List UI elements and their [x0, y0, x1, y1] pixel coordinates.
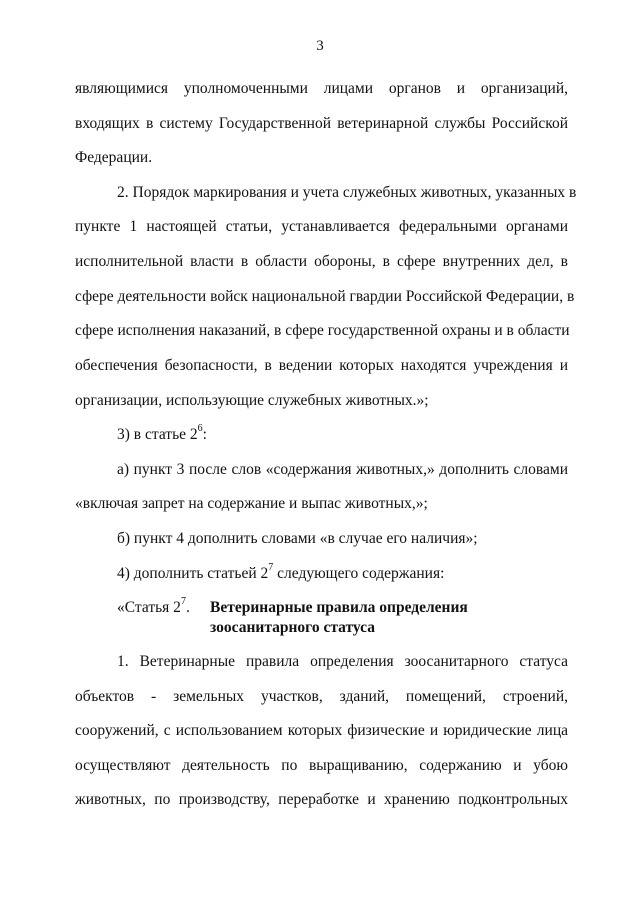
text-line: пункте 1 настоящей статьи, устанавливается федеральными органами	[75, 218, 568, 235]
article-body-line: сооружений, с использованием которых физические и юридические лица	[75, 722, 568, 739]
article-body-line: 1. Ветеринарные правила определения зоосанитарного статуса	[117, 653, 568, 670]
text-line: являющимися уполномоченными лицами органов и организаций,	[75, 80, 568, 97]
text-line: исполнительной власти в области обороны, в сфере внутренних дел, в	[75, 253, 568, 270]
article-title-line: Ветеринарные правила определения	[210, 599, 468, 616]
article-title-line: зоосанитарного статуса	[210, 619, 375, 636]
text-line: сфере деятельности войск национальной гвардии Российской Федерации, в	[75, 288, 575, 305]
item-3a-line: а) пункт 3 после слов «содержания животных,» дополнить словами	[117, 461, 568, 478]
page-number: 3	[316, 38, 324, 54]
text-line: входящих в систему Государственной ветеринарной службы Российской	[75, 115, 568, 132]
item-3: 3) в статье $2^6$:	[117, 422, 207, 443]
article-body-line: осуществляют деятельность по выращиванию, содержанию и убою	[75, 757, 568, 774]
item-3a-line: «включая запрет на содержание и выпас животных,»;	[75, 495, 428, 512]
text-line: сфере исполнения наказаний, в сфере государственной охраны и в области	[75, 322, 570, 339]
item-3b: б) пункт 4 дополнить словами «в случае его наличия»;	[117, 530, 478, 547]
text-line: Федерации.	[75, 149, 153, 166]
paragraph-2-line: 2. Порядок маркирования и учета служебных животных, указанных в	[117, 184, 577, 201]
article-body-line: животных, по производству, переработке и хранению подконтрольных	[75, 791, 568, 808]
text-line: организации, использующие служебных животных.»;	[75, 392, 429, 409]
article-body-line: объектов - земельных участков, зданий, помещений, строений,	[75, 688, 568, 705]
article-label: «Статья $2^7$.	[117, 595, 190, 616]
article-title	[210, 598, 468, 638]
text-line: обеспечения безопасности, в ведении которых находятся учреждения и	[75, 357, 568, 374]
item-4: 4) дополнить статьей $2^7$ следующего содержания:	[117, 561, 445, 582]
